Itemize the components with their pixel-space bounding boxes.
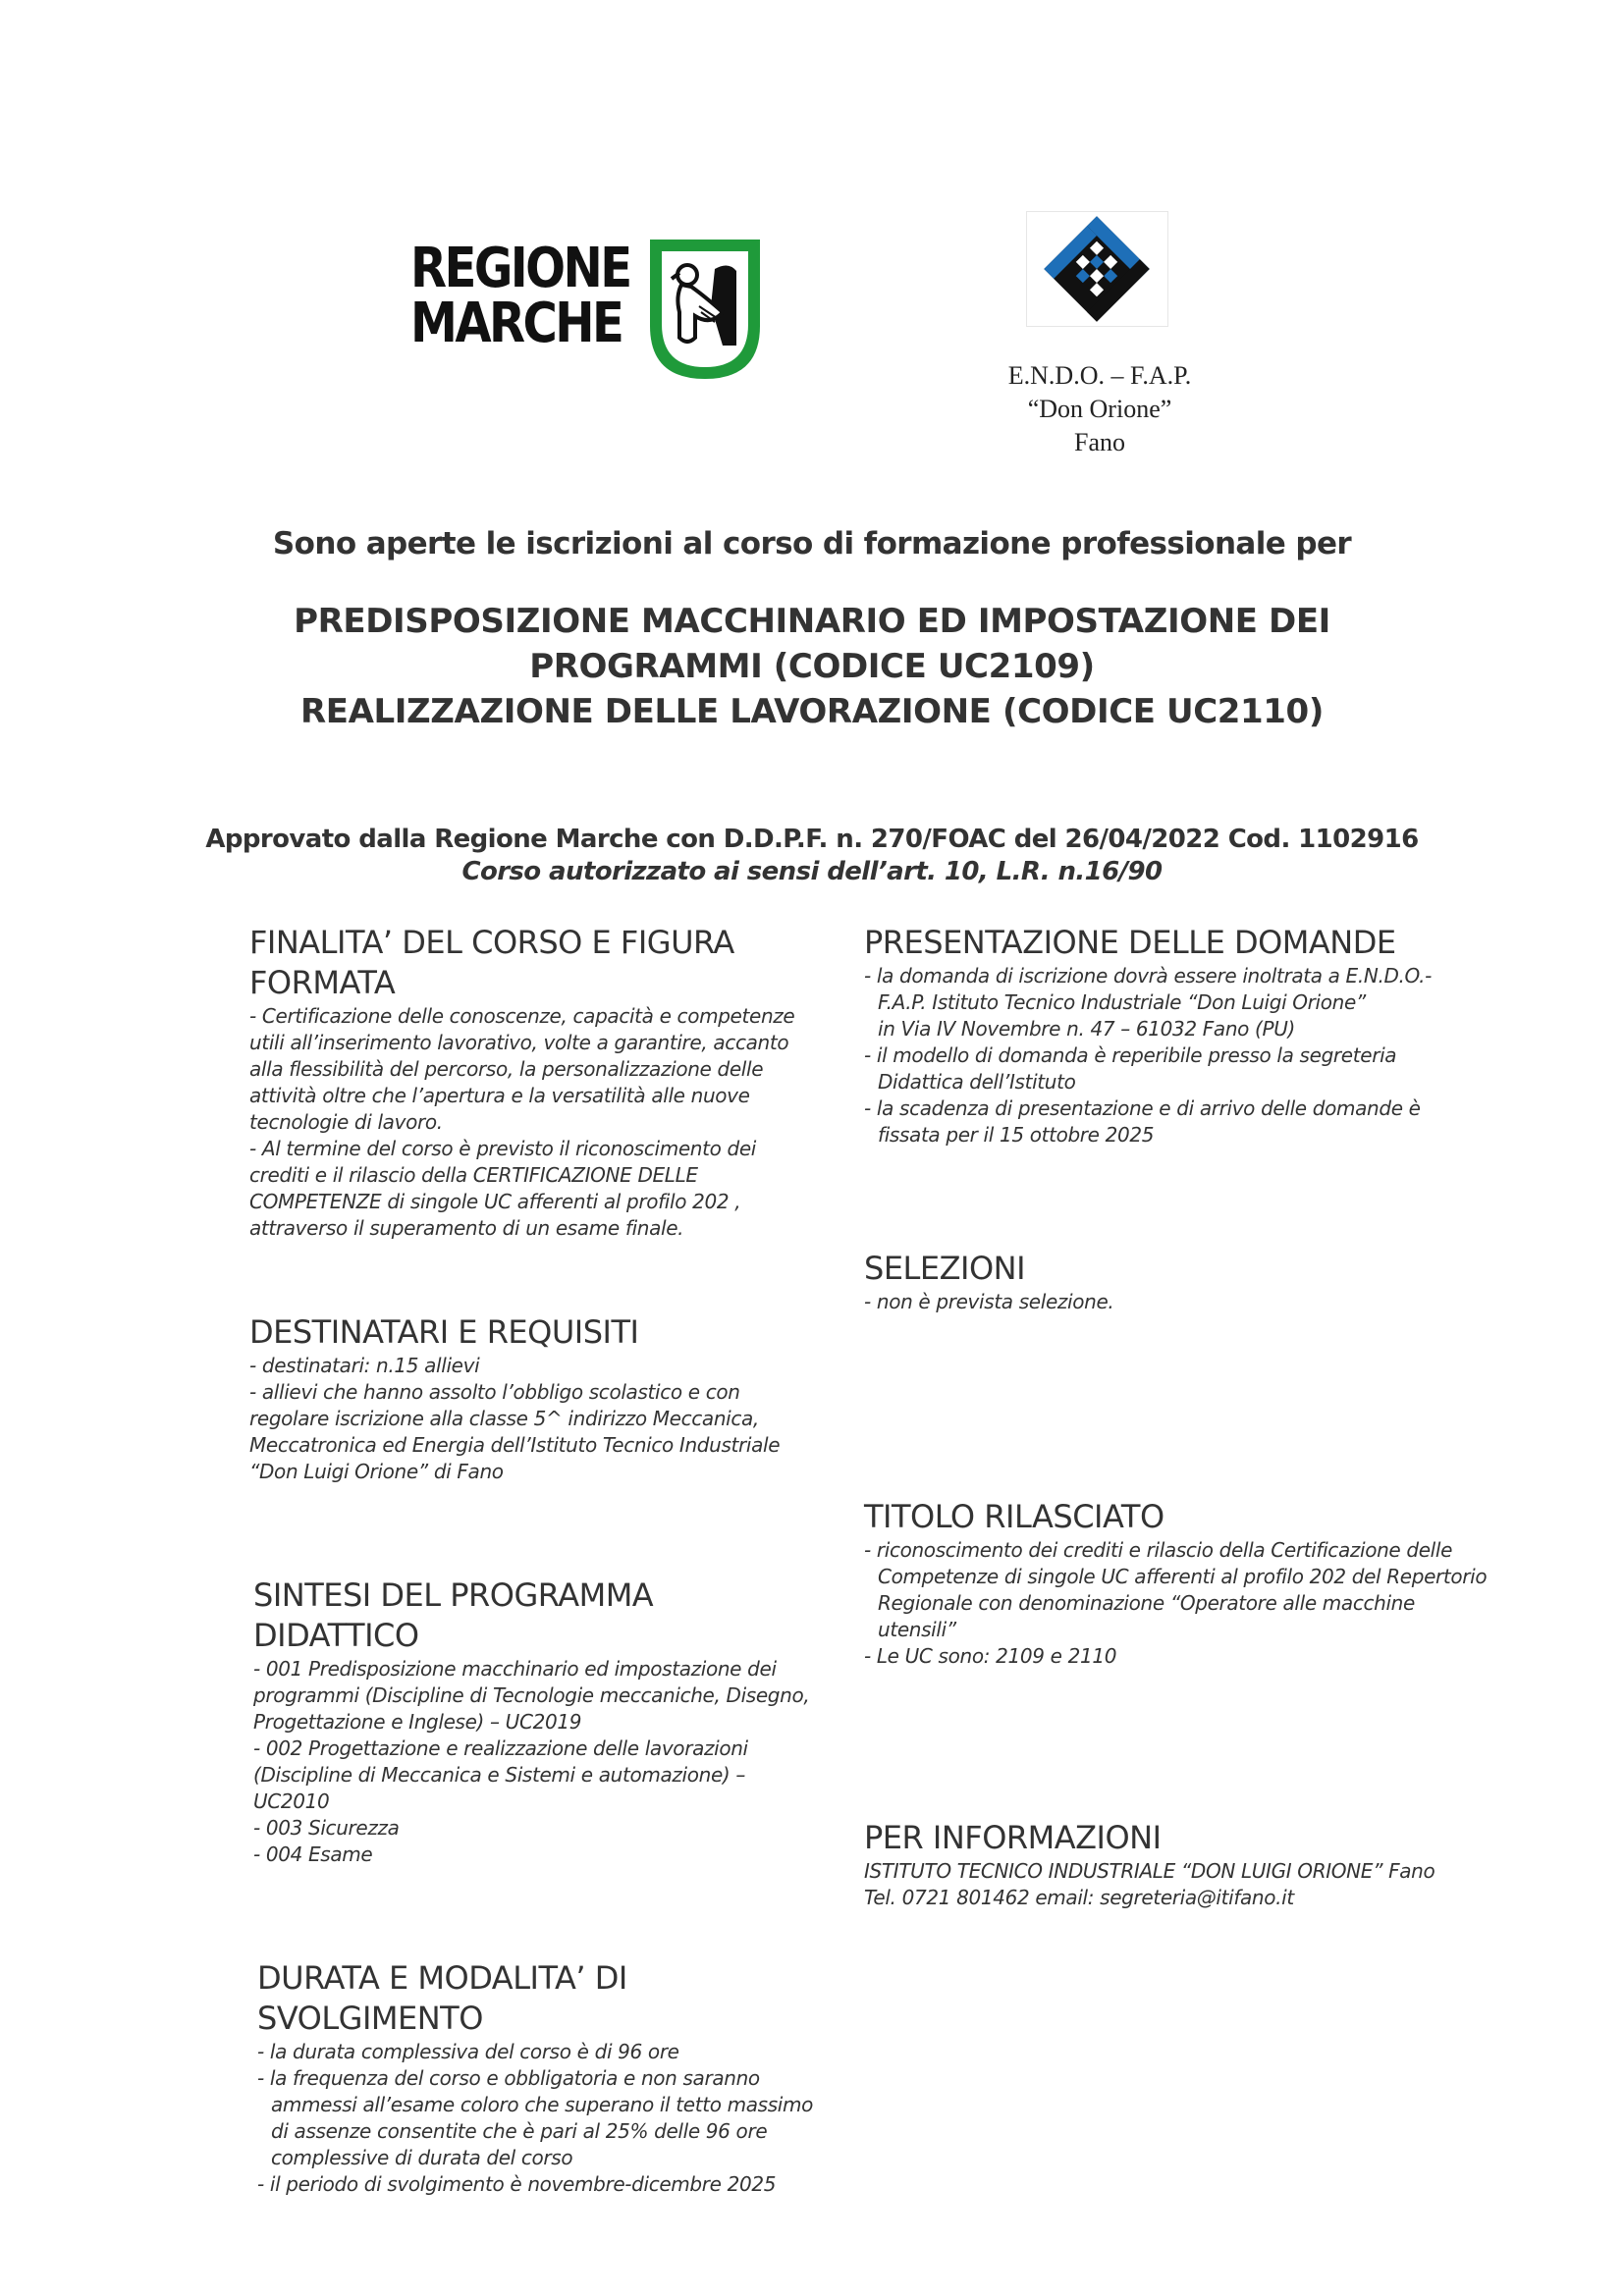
section-presentazione — [864, 923, 1473, 1148]
course-title-line: PROGRAMMI (CODICE UC2109) — [529, 647, 1095, 686]
section-selezioni — [864, 1249, 1473, 1315]
section-finalita — [249, 923, 819, 1242]
body-line: COMPETENZE di singole UC afferenti al profilo 202 , — [249, 1190, 741, 1213]
body-line: programmi (Discipline di Tecnologie meccaniche, Disegno, — [253, 1683, 810, 1707]
body-line: (Discipline di Meccanica e Sistemi e automazione) – — [253, 1763, 746, 1787]
course-title-line: REALIZZAZIONE DELLE LAVORAZIONE (CODICE UC2110) — [300, 692, 1324, 731]
course-title-line: PREDISPOSIZIONE MACCHINARIO ED IMPOSTAZIONE DEI — [294, 602, 1330, 641]
body-line: - 003 Sicurezza — [253, 1816, 400, 1840]
approval-text: Approvato dalla Regione Marche con D.D.P.F. n. 270/FOAC del 26/04/2022 Cod. 1102916 — [205, 825, 1419, 854]
body-item: - non è prevista selezione. — [864, 1290, 1114, 1313]
body-line: - Certificazione delle conoscenze, capacità e competenze — [249, 1004, 795, 1028]
intro-text: Sono aperte le iscrizioni al corso di formazione professionale per — [272, 526, 1352, 561]
regione-marche-logo — [410, 236, 764, 383]
organization-subtitle: “Don Orione” — [1027, 395, 1172, 423]
body-line: “Don Luigi Orione” di Fano — [249, 1460, 504, 1483]
body-item: - riconoscimento dei crediti e rilascio della Certificazione delle Competenze di singole UC afferenti al profilo 202 del Repertorio Regionale con denominazione “Operatore alle macchine utensili” — [864, 1538, 1488, 1641]
organization-caption — [943, 359, 1257, 459]
body-line: Progettazione e Inglese) – UC2019 — [253, 1710, 582, 1734]
body-line: - 004 Esame — [253, 1842, 373, 1866]
section-body — [257, 2039, 827, 2198]
body-line: alla flessibilità del percorso, la personalizzazione delle — [249, 1057, 764, 1081]
endo-fap-logo-icon — [1026, 211, 1168, 327]
body-line: Meccatronica ed Energia dell’Istituto Tecnico Industriale — [249, 1433, 781, 1457]
body-line: regolare iscrizione alla classe 5^ indirizzo Meccanica, — [249, 1407, 759, 1430]
body-line: tecnologie di lavoro. — [249, 1110, 443, 1134]
contact-info: Tel. 0721 801462 email: segreteria@itifano.it — [864, 1886, 1294, 1909]
section-body — [864, 1537, 1492, 1670]
section-heading: DURATA E MODALITA’ DI SVOLGIMENTO — [257, 1959, 627, 2037]
section-heading: SELEZIONI — [864, 1250, 1025, 1287]
institute-name: ISTITUTO TECNICO INDUSTRIALE “DON LUIGI ORIONE” Fano — [864, 1859, 1435, 1883]
section-titolo-rilasciato — [864, 1497, 1492, 1670]
body-line: crediti e il rilascio della CERTIFICAZIONE DELLE — [249, 1163, 698, 1187]
body-line: attraverso il superamento di un esame finale. — [249, 1216, 684, 1240]
logo-text-line: REGIONE — [410, 237, 630, 300]
regione-marche-wordmark — [410, 237, 630, 355]
body-line: utili all’inserimento lavorativo, volte a garantire, accanto — [249, 1031, 789, 1054]
logo-text-line: MARCHE — [410, 292, 623, 355]
body-item: - il periodo di svolgimento è novembre-dicembre 2025 — [257, 2172, 777, 2196]
section-destinatari — [249, 1312, 819, 1485]
body-item: - la durata complessiva del corso è di 96 ore — [257, 2040, 679, 2063]
body-line: - Al termine del corso è previsto il riconoscimento dei — [249, 1137, 757, 1160]
body-item: - la frequenza del corso e obbligatoria e non saranno ammessi all’esame coloro che superano il tetto massimo di assenze consentite che è pari al 25% delle 96 ore complessive di durata del corso — [257, 2066, 813, 2169]
body-line: - 001 Predisposizione macchinario ed impostazione dei — [253, 1657, 777, 1681]
section-body — [864, 1289, 1473, 1315]
section-per-informazioni — [864, 1818, 1492, 1911]
section-heading: SINTESI DEL PROGRAMMA DIDATTICO — [253, 1576, 654, 1654]
body-line: attività oltre che l’apertura e la versatilità alle nuove — [249, 1084, 750, 1107]
body-item: - la domanda di iscrizione dovrà essere inoltrata a E.N.D.O.- F.A.P. Istituto Tecnico Industriale “Don Luigi Orione” — [864, 964, 1432, 1014]
section-body — [864, 1858, 1492, 1911]
body-item: - il modello di domanda è reperibile presso la segreteria Didattica dell’Istituto — [864, 1043, 1397, 1094]
section-body — [249, 1353, 819, 1485]
section-sintesi — [253, 1575, 833, 1868]
body-line: - allievi che hanno assolto l’obbligo scolastico e con — [249, 1380, 740, 1404]
body-line: - destinatari: n.15 allievi — [249, 1354, 480, 1377]
section-heading: TITOLO RILASCIATO — [864, 1498, 1164, 1535]
section-heading: PER INFORMAZIONI — [864, 1819, 1162, 1856]
body-line: UC2010 — [253, 1789, 330, 1813]
course-title — [0, 599, 1624, 734]
section-heading: DESTINATARI E REQUISITI — [249, 1313, 639, 1351]
section-heading: FINALITA’ DEL CORSO E FIGURA FORMATA — [249, 924, 734, 1001]
section-body — [253, 1656, 833, 1868]
section-heading: PRESENTAZIONE DELLE DOMANDE — [864, 924, 1396, 961]
organization-name: E.N.D.O. – F.A.P. — [1007, 361, 1192, 390]
body-item: in Via IV Novembre n. 47 – 61032 Fano (PU) — [878, 1017, 1295, 1041]
section-body — [249, 1003, 819, 1242]
section-durata — [257, 1958, 827, 2198]
body-item: - Le UC sono: 2109 e 2110 — [864, 1644, 1117, 1668]
body-line: - 002 Progettazione e realizzazione delle lavorazioni — [253, 1736, 748, 1760]
organization-city: Fano — [1074, 428, 1125, 456]
section-body — [864, 963, 1473, 1148]
authorization-text: Corso autorizzato ai sensi dell’art. 10, L.R. n.16/90 — [461, 857, 1163, 886]
body-item: - la scadenza di presentazione e di arrivo delle domande è fissata per il 15 ottobre 2025 — [864, 1096, 1421, 1147]
regione-marche-shield-icon — [646, 236, 764, 383]
